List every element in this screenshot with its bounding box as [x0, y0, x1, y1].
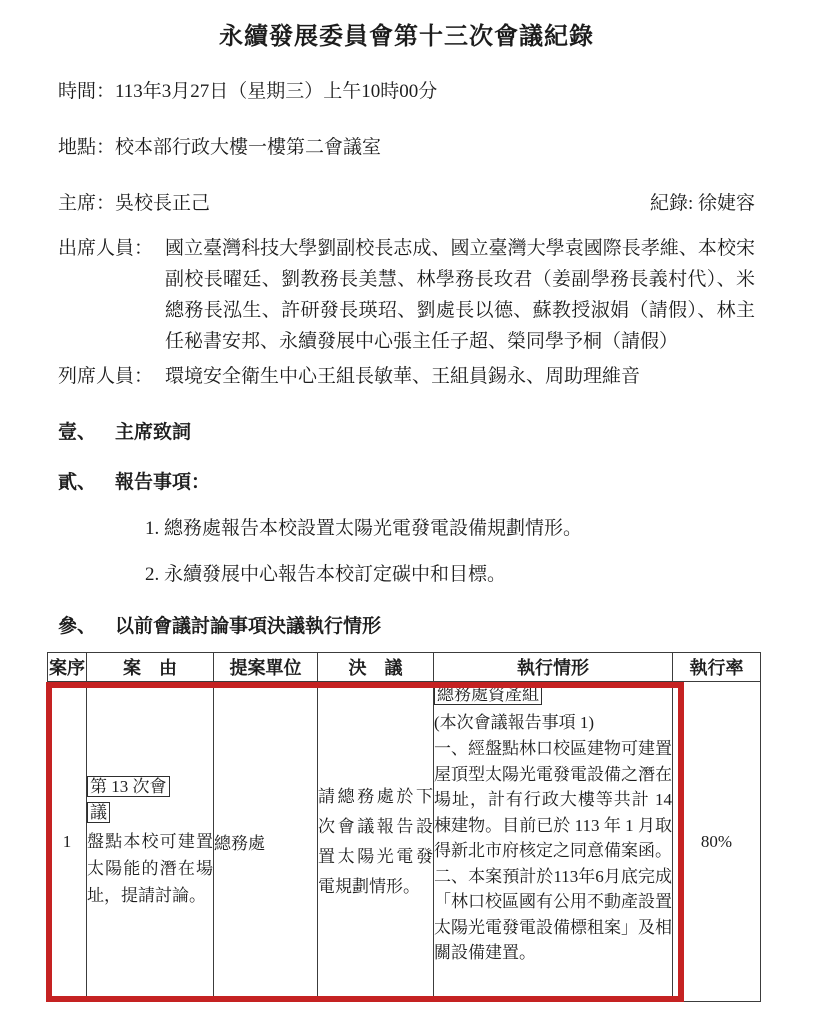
section-title: 報告事項： [115, 472, 211, 493]
subject-meeting-tag: 第 13 次會議 [87, 776, 170, 823]
attendees-text: 國立臺灣科技大學劉副校長志成、國立臺灣大學袁國際長孝維、本校宋副校長曜廷、劉教務長美慧、林學務長玫君（姜副學務長義村代）、米總務長泓生、許研發長瑛玿、劉處長以德、蘇教授淑娟（請假）、林主任秘書安邦、永續發展中心張主任子超、榮同學予桐（請假） [165, 238, 755, 352]
cell-execution-rate: 80% [673, 682, 761, 1002]
table-row [48, 682, 761, 1002]
execution-paragraph-2: 二、本案預計於113年6月底完成「林口校區國有公用不動產設置太陽光電發電設備標租案」及相關設備建置。 [434, 866, 672, 962]
resolution-table-wrap [47, 652, 761, 1002]
section-number: 參、 [58, 616, 97, 637]
execution-reference: (本次會議報告事項 1) [434, 713, 595, 732]
report-item-2: 2. 永續發展中心報告本校訂定碳中和目標。 [145, 564, 507, 585]
header-case-subject: 案 由 [87, 653, 214, 682]
section-reports [58, 468, 755, 498]
header-resolution: 決 議 [318, 653, 434, 682]
cell-resolution [318, 682, 434, 1002]
cell-case-subject [87, 682, 214, 1002]
execution-paragraph-1: 一、經盤點林口校區建物可建置屋頂型太陽光電發電設備之潛在場址，計有行政大樓等共計 14 棟建物。目前已於 113 年 1 月取得新北市府核定之同意備案函。 [434, 739, 672, 860]
section-previous-resolutions [58, 612, 755, 642]
meeting-time: 時間：113年3月27日（星期三）上午10時00分 [58, 81, 438, 102]
resolution-table [47, 652, 761, 1002]
header-execution-status: 執行情形 [434, 653, 673, 682]
subject-meeting-tag-wrap [87, 774, 183, 826]
table-header-row [48, 653, 761, 682]
observers-label: 列席人員： [58, 366, 154, 387]
meeting-location: 地點：校本部行政大樓一樓第二會議室 [58, 137, 382, 158]
report-item-1: 1. 總務處報告本校設置太陽光電發電設備規劃情形。 [145, 518, 583, 539]
section-number: 貳、 [58, 472, 97, 493]
cell-case-no: 1 [48, 682, 87, 1002]
section-title: 主席致詞 [115, 422, 192, 443]
header-execution-rate: 執行率 [673, 653, 761, 682]
cell-proposing-unit: 總務處 [214, 682, 318, 1002]
section-title: 以前會議討論事項決議執行情形 [115, 616, 382, 637]
section-number: 壹、 [58, 422, 97, 443]
execution-unit-tag: 總務處資產組 [434, 684, 542, 705]
observers-row [58, 361, 755, 392]
meeting-recorder: 紀錄: 徐婕容 [649, 193, 755, 214]
page-title: 永續發展委員會第十三次會議紀錄 [219, 24, 594, 50]
header-proposing-unit: 提案單位 [214, 653, 318, 682]
header-case-no: 案序 [48, 653, 87, 682]
execution-unit-tag-wrap [434, 682, 672, 708]
subject-text: 盤點本校可建置太陽能的潛在場址，提請討論。 [87, 832, 213, 905]
section-chair-remarks [58, 418, 755, 448]
attendees-label: 出席人員： [58, 238, 154, 259]
resolution-text: 請總務處於下次會議報告設置太陽光電發電規劃情形。 [318, 786, 433, 896]
observers-text: 環境安全衛生中心王組長敏華、王組員錫永、周助理維音 [165, 366, 641, 387]
chair-recorder-row [58, 189, 755, 219]
attendees-row [58, 233, 755, 357]
cell-execution-status [434, 682, 673, 1002]
meeting-chair: 主席：吳校長正己 [58, 193, 211, 214]
